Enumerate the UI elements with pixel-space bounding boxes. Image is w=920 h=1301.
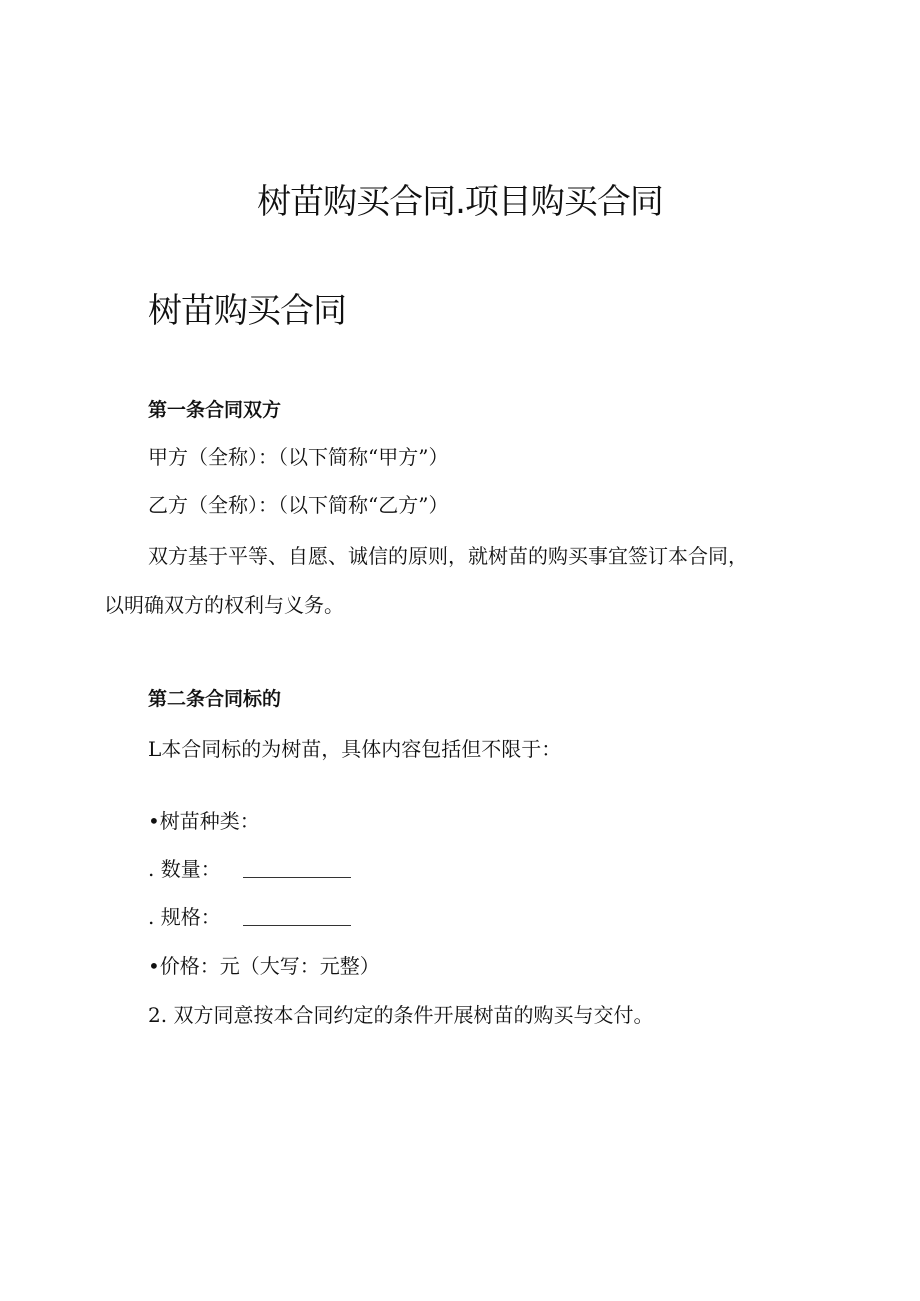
bullet-price: •价格：元（大写：元整） xyxy=(148,954,380,978)
party-b-line: 乙方（全称）：（以下简称“乙方”） xyxy=(148,493,449,517)
article1-paragraph-line1: 双方基于平等、自愿、诚信的原则，就树苗的购买事宜签订本合同， xyxy=(148,544,748,568)
party-a-line: 甲方（全称）：（以下简称“甲方”） xyxy=(148,445,449,469)
contract-subtitle: 树苗购买合同 xyxy=(148,291,346,331)
document-title: 树苗购买合同.项目购买合同 xyxy=(257,182,663,222)
bullet-spec-row xyxy=(148,902,351,932)
article2-heading: 第二条合同标的 xyxy=(148,688,282,710)
spec-blank-line xyxy=(243,905,351,926)
article2-item1-intro: L本合同标的为树苗，具体内容包括但不限于： xyxy=(148,737,562,761)
bullet-spec-label: . 规格： xyxy=(148,905,221,929)
bullet-quantity-label: . 数量： xyxy=(148,857,221,881)
article1-heading: 第一条合同双方 xyxy=(148,399,282,421)
article2-item2: 2. 双方同意按本合同约定的条件开展树苗的购买与交付。 xyxy=(148,1003,654,1027)
bullet-quantity-row xyxy=(148,854,351,884)
article1-paragraph-line2: 以明确双方的权利与义务。 xyxy=(104,593,344,617)
bullet-species: •树苗种类： xyxy=(148,809,260,833)
quantity-blank-line xyxy=(243,857,351,878)
